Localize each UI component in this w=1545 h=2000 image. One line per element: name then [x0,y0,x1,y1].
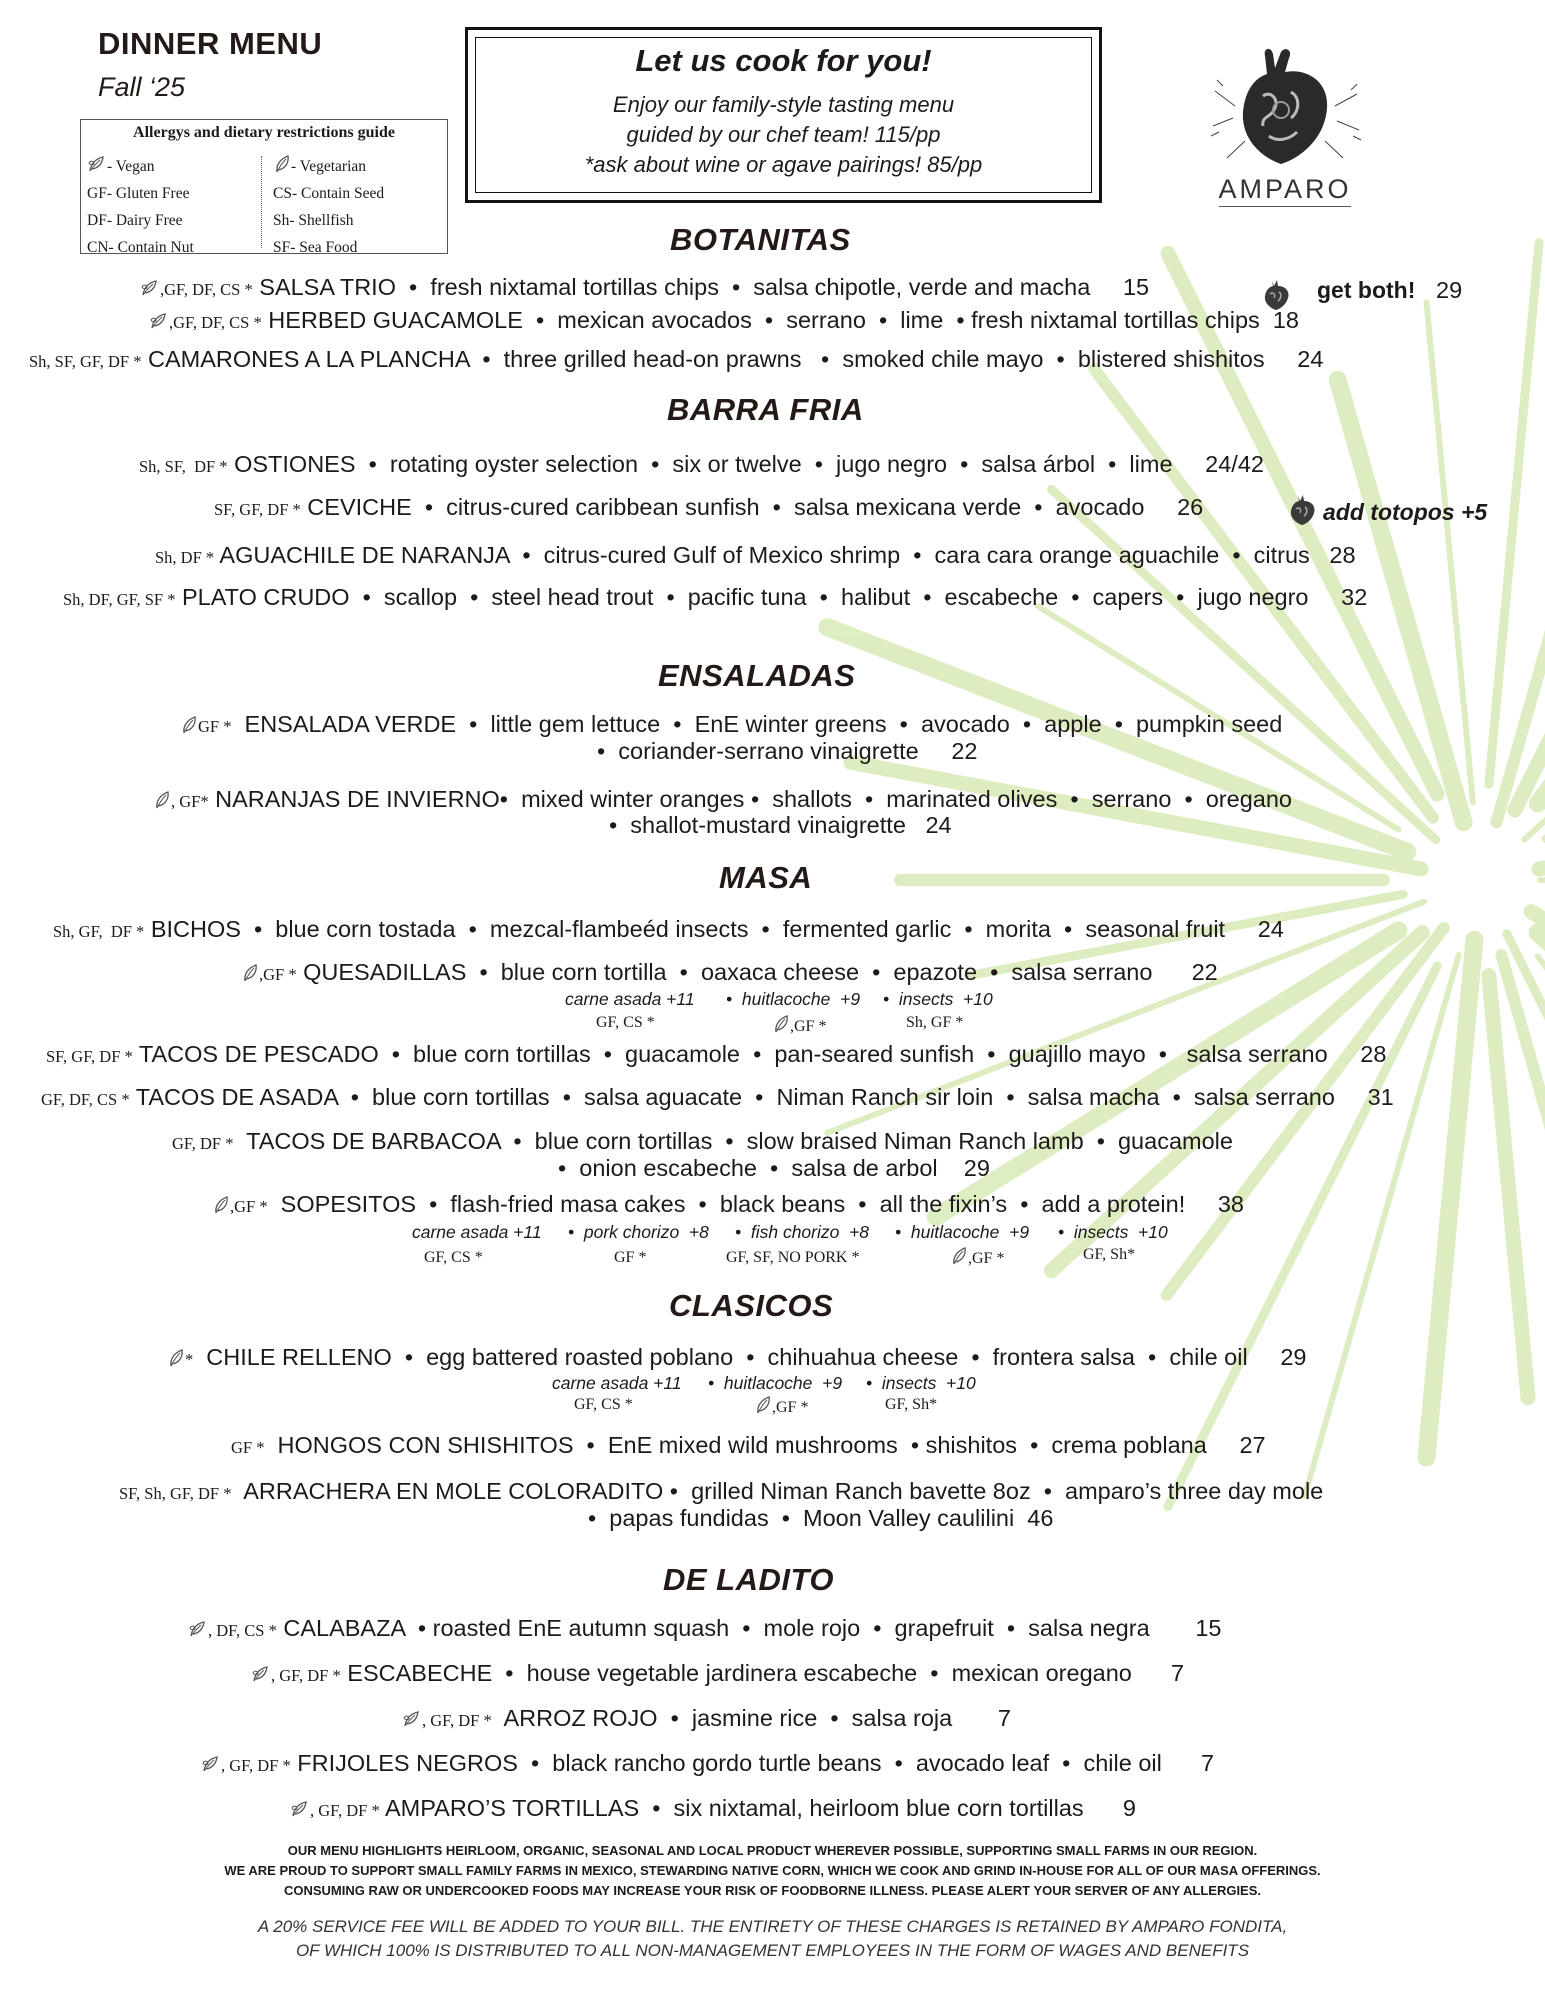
diet-tags: ,GF, DF, CS * [169,313,262,332]
menu-item-tacos-asada [41,1084,1394,1111]
addon-text: fish chorizo +8 [750,1222,870,1242]
vegetarian-leaf-icon [153,786,171,812]
diet-tags: Sh, DF, GF, SF * [63,590,176,609]
legend-sea-food: SF- Sea Food [273,239,358,256]
addon-insects: • insects +10 [866,1373,976,1393]
legend-gluten-free: GF- Gluten Free [87,185,190,202]
menu-item-ensalada-verde [180,711,1282,738]
vegetarian-leaf-icon [772,1018,790,1035]
menu-title: DINNER MENU [98,26,323,61]
item-text: FRIJOLES NEGROS • black rancho gordo turtle beans • avocado leaf • chile oil 7 [290,1750,1215,1776]
section-botanitas: BOTANITAS [670,222,851,257]
item-text: AGUACHILE DE NARANJA • citrus-cured Gulf of Mexico shrimp • cara cara orange aguachile • citrus 28 [214,542,1356,568]
diet-tags: GF, DF * [172,1134,234,1153]
vegetarian-leaf-icon [241,959,259,985]
section-clasicos: CLASICOS [669,1288,834,1323]
vegan-leaf-icon [402,1705,422,1731]
addon-tag-text: ,GF * [772,1399,809,1416]
item-text: ARRACHERA EN MOLE COLORADITO • grilled Niman Ranch bavette 8oz • amparo’s three day mole [231,1478,1324,1504]
addon-text: insects +10 [898,989,993,1009]
vegetarian-leaf-icon [273,158,291,175]
addon-text: insects +10 [881,1373,976,1393]
legend-contain-nut: CN- Contain Nut [87,239,194,256]
diet-tags: * [185,1350,194,1369]
menu-item-ensalada-verde-cont: • coriander-serrano vinaigrette 22 [597,738,978,764]
addon-tags [950,1246,1004,1268]
vegetarian-leaf-icon [212,1191,230,1217]
item-text: HERBED GUACAMOLE • mexican avocados • serrano • lime • fresh nixtamal tortillas chips 18 [261,307,1299,333]
diet-tags: ,GF * [259,965,297,984]
menu-item-sopesitos [212,1191,1244,1218]
diet-tags: , GF* [171,792,209,811]
addon-insects: • insects +10 [883,989,993,1009]
item-text: CHILE RELLENO • egg battered roasted poblano • chihuahua cheese • frontera salsa • chile oil 29 [193,1344,1307,1370]
footer-line-1: OUR MENU HIGHLIGHTS HEIRLOOM, ORGANIC, SEASONAL AND LOCAL PRODUCT WHEREVER POSSIBLE, SUPPORTING SMALL FARMS IN OUR REGION. [287,1843,1258,1858]
item-text: OSTIONES • rotating oyster selection • six or twelve • jugo negro • salsa árbol • lime 24/42 [227,451,1264,477]
addon-tags: GF, Sh* [885,1396,938,1413]
section-masa: MASA [719,860,813,895]
addon-text: huitlacoche +9 [910,1222,1030,1242]
addon-text: pork chorizo +8 [583,1222,709,1242]
get-both-label: get both! [1317,277,1416,303]
menu-item-tacos-barbacoa-cont: • onion escabeche • salsa de arbol 29 [558,1155,990,1181]
addon-fish-chorizo: • fish chorizo +8 [735,1222,870,1242]
item-text: TACOS DE PESCADO • blue corn tortillas • guacamole • pan-seared sunfish • guajillo mayo • salsa serrano 28 [132,1041,1387,1067]
legend-divider [261,156,262,248]
diet-tags: SF, GF, DF * [214,500,301,519]
addon-tags [754,1395,808,1417]
menu-item-ceviche [214,494,1203,521]
vegan-leaf-icon [251,1660,271,1686]
diet-tags: , GF, DF * [422,1711,492,1730]
menu-item-ostiones [139,451,1264,478]
addon-text: huitlacoche +9 [723,1373,843,1393]
section-barra-fria: BARRA FRIA [667,392,864,427]
menu-item-quesadillas [241,959,1218,986]
vegetarian-leaf-icon [950,1250,968,1267]
menu-item-herbed-guacamole [149,307,1299,334]
addon-carne-asada: carne asada +11 [565,989,695,1009]
legend-vegan: - Vegan [107,158,155,175]
vegan-leaf-icon [290,1795,310,1821]
anatomical-heart-icon [1205,46,1365,171]
diet-tags: GF * [198,717,232,736]
diet-tags: Sh, SF, DF * [139,457,228,476]
diet-tags: GF * [231,1438,265,1457]
menu-item-tacos-pescado [46,1041,1386,1068]
vegan-leaf-icon [149,307,169,333]
menu-item-tacos-barbacoa [172,1128,1233,1155]
menu-item-arrachera [119,1478,1323,1505]
vegetarian-leaf-icon [180,711,198,737]
addon-tags: GF, CS * [574,1396,633,1413]
legend-dairy-free: DF- Dairy Free [87,212,183,229]
addon-tags: GF, Sh* [1083,1246,1136,1263]
menu-item-arrachera-cont: • papas fundidas • Moon Valley caulilini 46 [588,1505,1054,1531]
item-text: AMPARO’S TORTILLAS • six nixtamal, heirloom blue corn tortillas 9 [379,1795,1136,1821]
item-text: CEVICHE • citrus-cured caribbean sunfish • salsa mexicana verde • avocado 26 [300,494,1204,520]
menu-item-aguachile [155,542,1356,569]
legend-shellfish: Sh- Shellfish [273,212,354,229]
item-text: SOPESITOS • flash-fried masa cakes • black beans • all the fixin’s • add a protein! 38 [267,1191,1245,1217]
get-both-price: 29 [1436,277,1463,303]
vegan-leaf-icon [188,1615,208,1641]
legend-vegetarian: - Vegetarian [291,158,367,175]
addon-pork-chorizo: • pork chorizo +8 [568,1222,709,1242]
menu-item-tortillas [290,1795,1136,1822]
addon-tags: GF, CS * [424,1249,483,1266]
vegan-leaf-icon [201,1750,221,1776]
diet-tags: GF, DF, CS * [41,1090,130,1109]
menu-item-arroz-rojo [402,1705,1011,1732]
diet-tags: SF, GF, DF * [46,1047,133,1066]
tasting-line-2: guided by our chef team! 115/pp [626,122,941,147]
add-totopos-label: add totopos +5 [1323,499,1488,525]
menu-item-naranjas [153,786,1292,813]
footer-line-3: CONSUMING RAW OR UNDERCOOKED FOODS MAY INCREASE YOUR RISK OF FOODBORNE ILLNESS. PLEASE ALERT YOUR SERVER OF ANY ALLERGIES. [283,1883,1262,1898]
section-de-ladito: DE LADITO [663,1562,834,1597]
addon-text: insects +10 [1073,1222,1168,1242]
vegan-leaf-icon [140,274,160,300]
legend-left-column [87,153,194,261]
tasting-line-1: Enjoy our family-style tasting menu [612,92,955,117]
legend-right-column [273,153,384,261]
vegetarian-leaf-icon [754,1399,772,1416]
addon-tags: GF, SF, NO PORK * [726,1249,860,1266]
vegetarian-leaf-icon [167,1344,185,1370]
tasting-headline: Let us cook for you! [635,43,932,78]
diet-tags: , GF, DF * [310,1801,380,1820]
menu-item-frijoles [201,1750,1214,1777]
small-heart-icon [1286,493,1318,527]
addon-huitlacoche: • huitlacoche +9 [895,1222,1030,1242]
addon-huitlacoche: • huitlacoche +9 [726,989,861,1009]
diet-tags: Sh, DF * [155,548,215,567]
amparo-logo [1205,46,1365,216]
item-text: QUESADILLAS • blue corn tortilla • oaxaca cheese • epazote • salsa serrano 22 [296,959,1218,985]
service-fee-line-2: OF WHICH 100% IS DISTRIBUTED TO ALL NON-MANAGEMENT EMPLOYEES IN THE FORM OF WAGES AND BENEFITS [295,1941,1250,1960]
diet-tags: Sh, GF, DF * [53,922,145,941]
diet-tags: , DF, CS * [208,1621,277,1640]
menu-item-naranjas-cont: • shallot-mustard vinaigrette 24 [609,812,952,838]
logo-name: AMPARO [1218,174,1352,204]
diet-tags: ,GF, DF, CS * [160,280,253,299]
diet-tags: , GF, DF * [221,1756,291,1775]
menu-item-chile-relleno [167,1344,1306,1371]
service-fee-line-1: A 20% SERVICE FEE WILL BE ADDED TO YOUR BILL. THE ENTIRETY OF THESE CHARGES IS RETAINED BY AMPARO FONDITA, [257,1917,1288,1936]
menu-item-camarones [29,346,1323,373]
sunburst-ray [1426,940,1474,1458]
menu-season: Fall ‘25 [98,72,186,102]
addon-carne-asada: carne asada +11 [552,1373,682,1393]
vegan-leaf-icon [87,158,107,175]
diet-tags: ,GF * [230,1197,268,1216]
addon-carne-asada: carne asada +11 [412,1222,542,1242]
addon-tag-text: ,GF * [968,1250,1005,1267]
item-text: CALABAZA • roasted EnE autumn squash • mole rojo • grapefruit • salsa negra 15 [276,1615,1222,1641]
addon-tags: Sh, GF * [906,1014,964,1031]
menu-item-plato-crudo [63,584,1367,611]
item-text: SALSA TRIO • fresh nixtamal tortillas chips • salsa chipotle, verde and macha 15 [252,274,1150,300]
diet-tags: , GF, DF * [271,1666,341,1685]
item-text: HONGOS CON SHISHITOS • EnE mixed wild mushrooms • shishitos • crema poblana 27 [264,1432,1266,1458]
addon-tag-text: ,GF * [790,1018,827,1035]
addon-tags: GF * [614,1249,647,1266]
menu-item-hongos [231,1432,1266,1459]
menu-item-escabeche [251,1660,1184,1687]
item-text: TACOS DE BARBACOA • blue corn tortillas • slow braised Niman Ranch lamb • guacamole [233,1128,1233,1154]
item-text: CAMARONES A LA PLANCHA • three grilled head-on prawns • smoked chile mayo • blistered shishitos 24 [141,346,1324,372]
item-text: PLATO CRUDO • scallop • steel head trout • pacific tuna • halibut • escabeche • capers • jugo negro 32 [175,584,1368,610]
item-text: ENSALADA VERDE • little gem lettuce • EnE winter greens • avocado • apple • pumpkin seed [231,711,1283,737]
legend-contain-seed: CS- Contain Seed [273,185,385,202]
section-ensaladas: ENSALADAS [658,658,856,693]
addon-tags [772,1014,826,1036]
footer-line-2: WE ARE PROUD TO SUPPORT SMALL FAMILY FARMS IN MEXICO, STEWARDING NATIVE CORN, WHICH WE COOK AND GRIND IN-HOUSE FOR ALL OF OUR MASA OFFERINGS. [224,1863,1321,1878]
diet-tags: SF, Sh, GF, DF * [119,1484,232,1503]
menu-item-calabaza [188,1615,1222,1642]
item-text: ARROZ ROJO • jasmine rice • salsa roja 7 [491,1705,1011,1731]
addon-insects: • insects +10 [1058,1222,1168,1242]
item-text: BICHOS • blue corn tostada • mezcal-flambeéd insects • fermented garlic • morita • seasonal fruit 24 [144,916,1284,942]
menu-item-salsa-trio [140,274,1149,301]
menu-item-bichos [53,916,1284,943]
addon-text: huitlacoche +9 [741,989,861,1009]
allergy-legend [80,119,448,254]
legend-title: Allergys and dietary restrictions guide [133,124,395,141]
addon-tags: GF, CS * [596,1014,655,1031]
tasting-line-3: *ask about wine or agave pairings! 85/pp [584,152,983,177]
item-text: TACOS DE ASADA • blue corn tortillas • salsa aguacate • Niman Ranch sir loin • salsa macha • salsa serrano 31 [129,1084,1394,1110]
diet-tags: Sh, SF, GF, DF * [29,352,142,371]
tasting-menu-box [465,27,1102,203]
addon-huitlacoche: • huitlacoche +9 [708,1373,843,1393]
item-text: NARANJAS DE INVIERNO• mixed winter oranges • shallots • marinated olives • serrano • oregano [208,786,1292,812]
item-text: ESCABECHE • house vegetable jardinera escabeche • mexican oregano 7 [340,1660,1185,1686]
